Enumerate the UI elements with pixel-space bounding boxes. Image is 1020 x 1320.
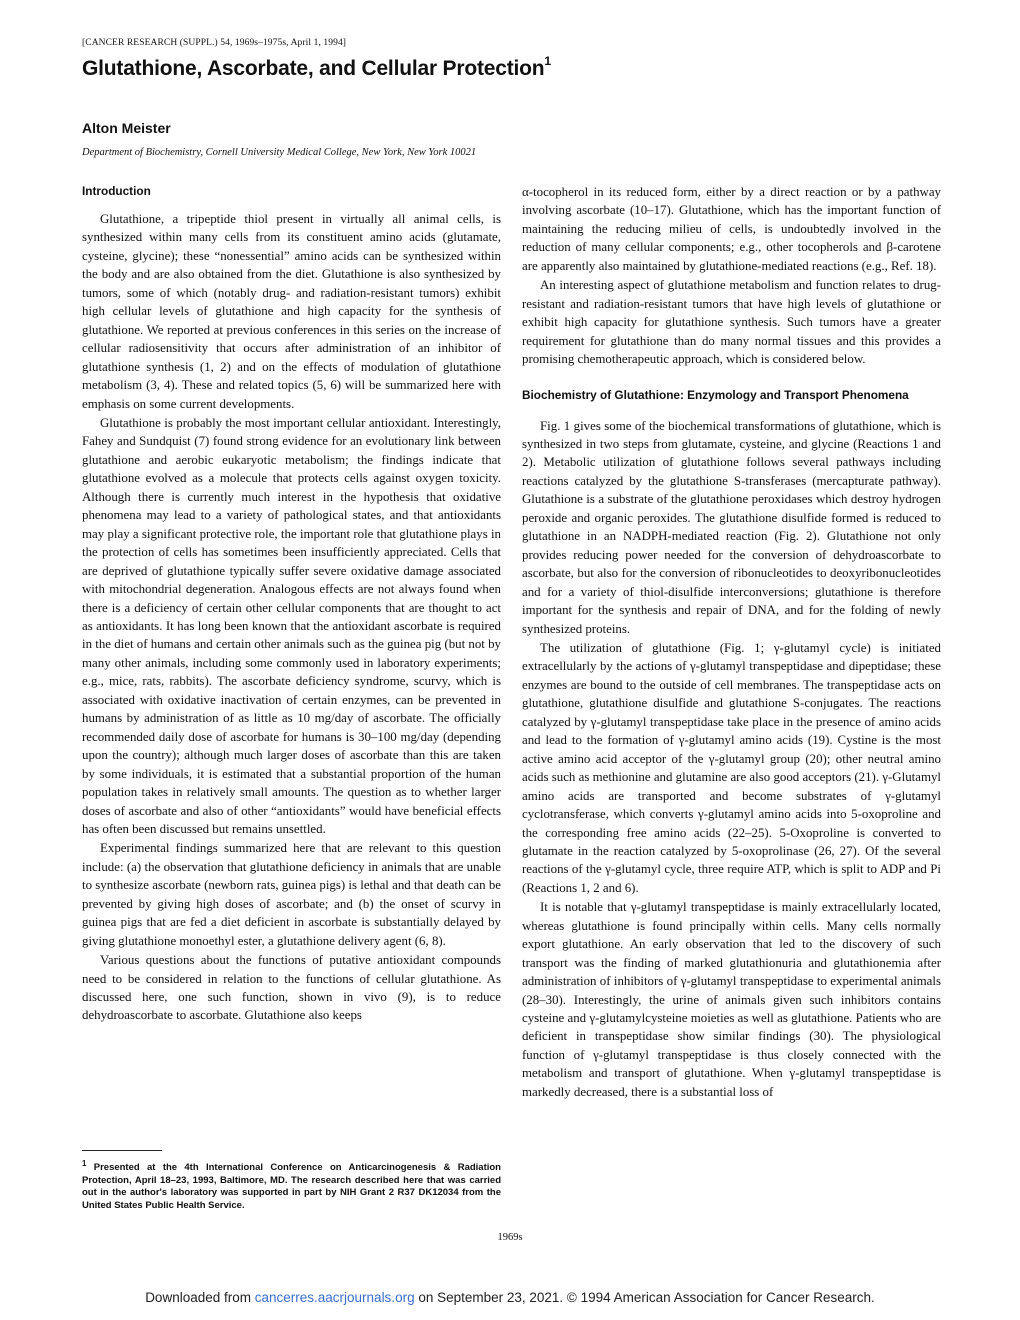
footnote-divider bbox=[82, 1150, 162, 1151]
footnote-marker: 1 bbox=[82, 1159, 87, 1168]
section-heading-biochemistry: Biochemistry of Glutathione: Enzymology and Transport Phenomena bbox=[522, 387, 909, 402]
paragraph: The utilization of glutathione (Fig. 1; γ-glutamyl cycle) is initiated extracellularly by the actions of γ-glutamyl transpeptidase and dipeptidase; these enzymes are bound to the outside of cell membranes. The transpeptidase acts on glutathione, glutathione disulfide and glutathione S-conjugates. The reactions catalyzed by γ-glutamyl transpeptidase take place in the presence of amino acids and lead to the formation of γ-glutamyl amino acids (19). Cystine is the most active amino acid acceptor of the γ-glutamyl group (20); other neutral amino acids such as methionine and glutamine are also good acceptors (21). γ-Glutamyl amino acids are transported and become substrates of γ-glutamyl cyclotransferase, which converts γ-glutamyl amino acids into 5-oxoproline and the corresponding free amino acids (22–25). 5-Oxoproline is converted to glutamate in the reaction catalyzed by 5-oxoprolinase (26, 27). Of the several reactions of the γ-glutamyl cycle, three require ATP, which is split to ADP and Pi (Reactions 1, 2 and 6). bbox=[522, 640, 941, 895]
right-column bbox=[522, 183, 941, 1102]
paragraph: α-tocopherol in its reduced form, either by a direct reaction or by a pathway involving ascorbate (10–17). Glutathione, which has the important function of maintaining the reducing milieu of cells, is undoubtedly involved in the reduction of many cellular components; e.g., other tocopherols and β-carotene are apparently also maintained by glutathione-mediated reactions (e.g., Ref. 18). bbox=[522, 185, 941, 273]
paragraph: Fig. 1 gives some of the biochemical transformations of glutathione, which is synthesized in two steps from glutamate, cysteine, and glycine (Reactions 1 and 2). Metabolic utilization of glutathione follows several pathways including reactions catalyzed by the glutathione S-transferases (mercapturate pathway). Glutathione is a substrate of the glutathione peroxidases which destroy hydrogen peroxide and organic peroxides. The glutathione disulfide formed is reduced to glutathione in an NADPH-mediated reaction (Fig. 2). Glutathione not only provides reducing power needed for the conversion of dehydroascorbate to ascorbate, but also for the conversion of ribonucleotides to deoxyribonucleotides and for a variety of thiol-disulfide interconversions; glutathione is therefore important for the synthesis and repair of DNA, and for the folding of newly synthesized proteins. bbox=[522, 418, 941, 636]
footnote-text: Presented at the 4th International Conference on Anticarcinogenesis & Radiation Protection, April 18–23, 1993, Baltimore, MD. The research described here that was carried out in the author's laboratory was supported in part by NIH Grant 2 R37 DK12034 from the United States Public Health Service. bbox=[82, 1162, 501, 1211]
download-prefix: Downloaded from bbox=[145, 1290, 255, 1305]
left-column bbox=[82, 183, 501, 1026]
paragraph: It is notable that γ-glutamyl transpeptidase is mainly extracellularly located, whereas glutathione is found principally within cells. Many cells normally export glutathione. An early observation that led to the discovery of such transport was the finding of marked glutathionuria and glutathionemia after administration of inhibitors of γ-glutamyl transpeptidase to experimental animals (28–30). Interestingly, the urine of animals given such inhibitors contains cysteine and γ-glutamylcysteine moieties as well as glutathione. Patients who are deficient in transpeptidase show similar findings (30). The physiological function of γ-glutamyl transpeptidase is thus closely connected with the metabolism and transport of glutathione. When γ-glutamyl transpeptidase is markedly decreased, there is a substantial loss of bbox=[522, 900, 941, 1099]
footnote bbox=[82, 1158, 501, 1213]
title-footnote-marker[interactable]: 1 bbox=[544, 54, 551, 68]
journal-header: [CANCER RESEARCH (SUPPL.) 54, 1969s–1975s, April 1, 1994] bbox=[82, 38, 347, 48]
article-title bbox=[82, 56, 551, 81]
download-notice bbox=[0, 1290, 1020, 1306]
paragraph: Experimental findings summarized here that are relevant to this question include: (a) the observation that glutathione deficiency in animals that are unable to synthesize ascorbate (newborn rats, guinea pigs) is lethal and that death can be prevented by giving high doses of ascorbate; and (b) the onset of scurvy in guinea pigs that are fed a diet deficient in ascorbate is substantially delayed by giving glutathione monoethyl ester, a glutathione delivery agent (6, 8). bbox=[82, 841, 501, 948]
author-affiliation: Department of Biochemistry, Cornell University Medical College, New York, New York 10021 bbox=[82, 147, 477, 158]
download-suffix: on September 23, 2021. © 1994 American Association for Cancer Research. bbox=[414, 1290, 875, 1305]
paragraph: An interesting aspect of glutathione metabolism and function relates to drug-resistant and radiation-resistant tumors that have high levels of glutathione or exhibit high capacity for glutathione synthesis. Such tumors have a greater requirement for glutathione than do many normal tissues and this provides a promising chemotherapeutic approach, which is considered below. bbox=[522, 278, 941, 367]
journal-link[interactable]: cancerres.aacrjournals.org bbox=[254, 1290, 415, 1305]
article-title-text: Glutathione, Ascorbate, and Cellular Protection bbox=[82, 57, 545, 80]
section-heading-introduction: Introduction bbox=[82, 184, 151, 198]
paragraph: Glutathione, a tripeptide thiol present in virtually all animal cells, is synthesized within many cells from its constituent amino acids (glutamate, cysteine, glycine); these “nonessential” amino acids can be synthesized within the body and are also obtained from the diet. Glutathione is also synthesized by tumors, some of which (notably drug- and radiation-resistant tumors) exhibit high cellular levels of glutathione and high capacity for the synthesis of glutathione. We reported at previous conferences in this series on the increase of cellular radiosensitivity that occurs after administration of an inhibitor of glutathione synthesis (1, 2) and on the effects of modulation of glutathione metabolism (3, 4). These and related topics (5, 6) will be summarized here with emphasis on some current developments. bbox=[82, 212, 501, 411]
paragraph: Various questions about the functions of putative antioxidant compounds need to be considered in relation to the functions of cellular glutathione. As discussed here, one such function, shown in vivo (9), is to reduce dehydroascorbate to ascorbate. Glutathione also keeps bbox=[82, 953, 501, 1023]
paragraph: Glutathione is probably the most important cellular antioxidant. Interestingly, Fahey and Sundquist (7) found strong evidence for an evolutionary link between glutathione and aerobic eukaryotic metabolism; the findings indicate that glutathione evolved as a molecule that protects cells against oxygen toxicity. Although there is currently much interest in the hypothesis that oxidative phenomena may lead to a variety of pathological states, and that antioxidants may play a significant protective role, the important role that glutathione plays in the protection of cells has sometimes been insufficiently appreciated. Cells that are deprived of glutathione typically suffer severe oxidative damage associated with mitochondrial degeneration. Analogous effects are not always found when there is a deficiency of certain other cellular components that are thought to act as antioxidants. It has long been known that the antioxidant ascorbate is required in the diet of humans and certain other animals such as the guinea pig (but not by many other animals, including some commonly used in laboratory experiments; e.g., mice, rats, rabbits). The ascorbate deficiency syndrome, scurvy, which is associated with oxidative inactivation of certain enzymes, can be prevented in humans by administration of as little as 10 mg/day of ascorbate. The officially recommended daily dose of ascorbate for humans is 30–100 mg/day (depending upon the country); although much larger doses of ascorbate than this are taken by some individuals, it is estimated that a substantial proportion of the human population takes in relatively small amounts. The question as to whether larger doses of ascorbate and also of other “antioxidants” would have beneficial effects has often been discussed but remains unsettled. bbox=[82, 415, 501, 836]
page-number: 1969s bbox=[497, 1232, 523, 1243]
author-name: Alton Meister bbox=[82, 120, 171, 136]
